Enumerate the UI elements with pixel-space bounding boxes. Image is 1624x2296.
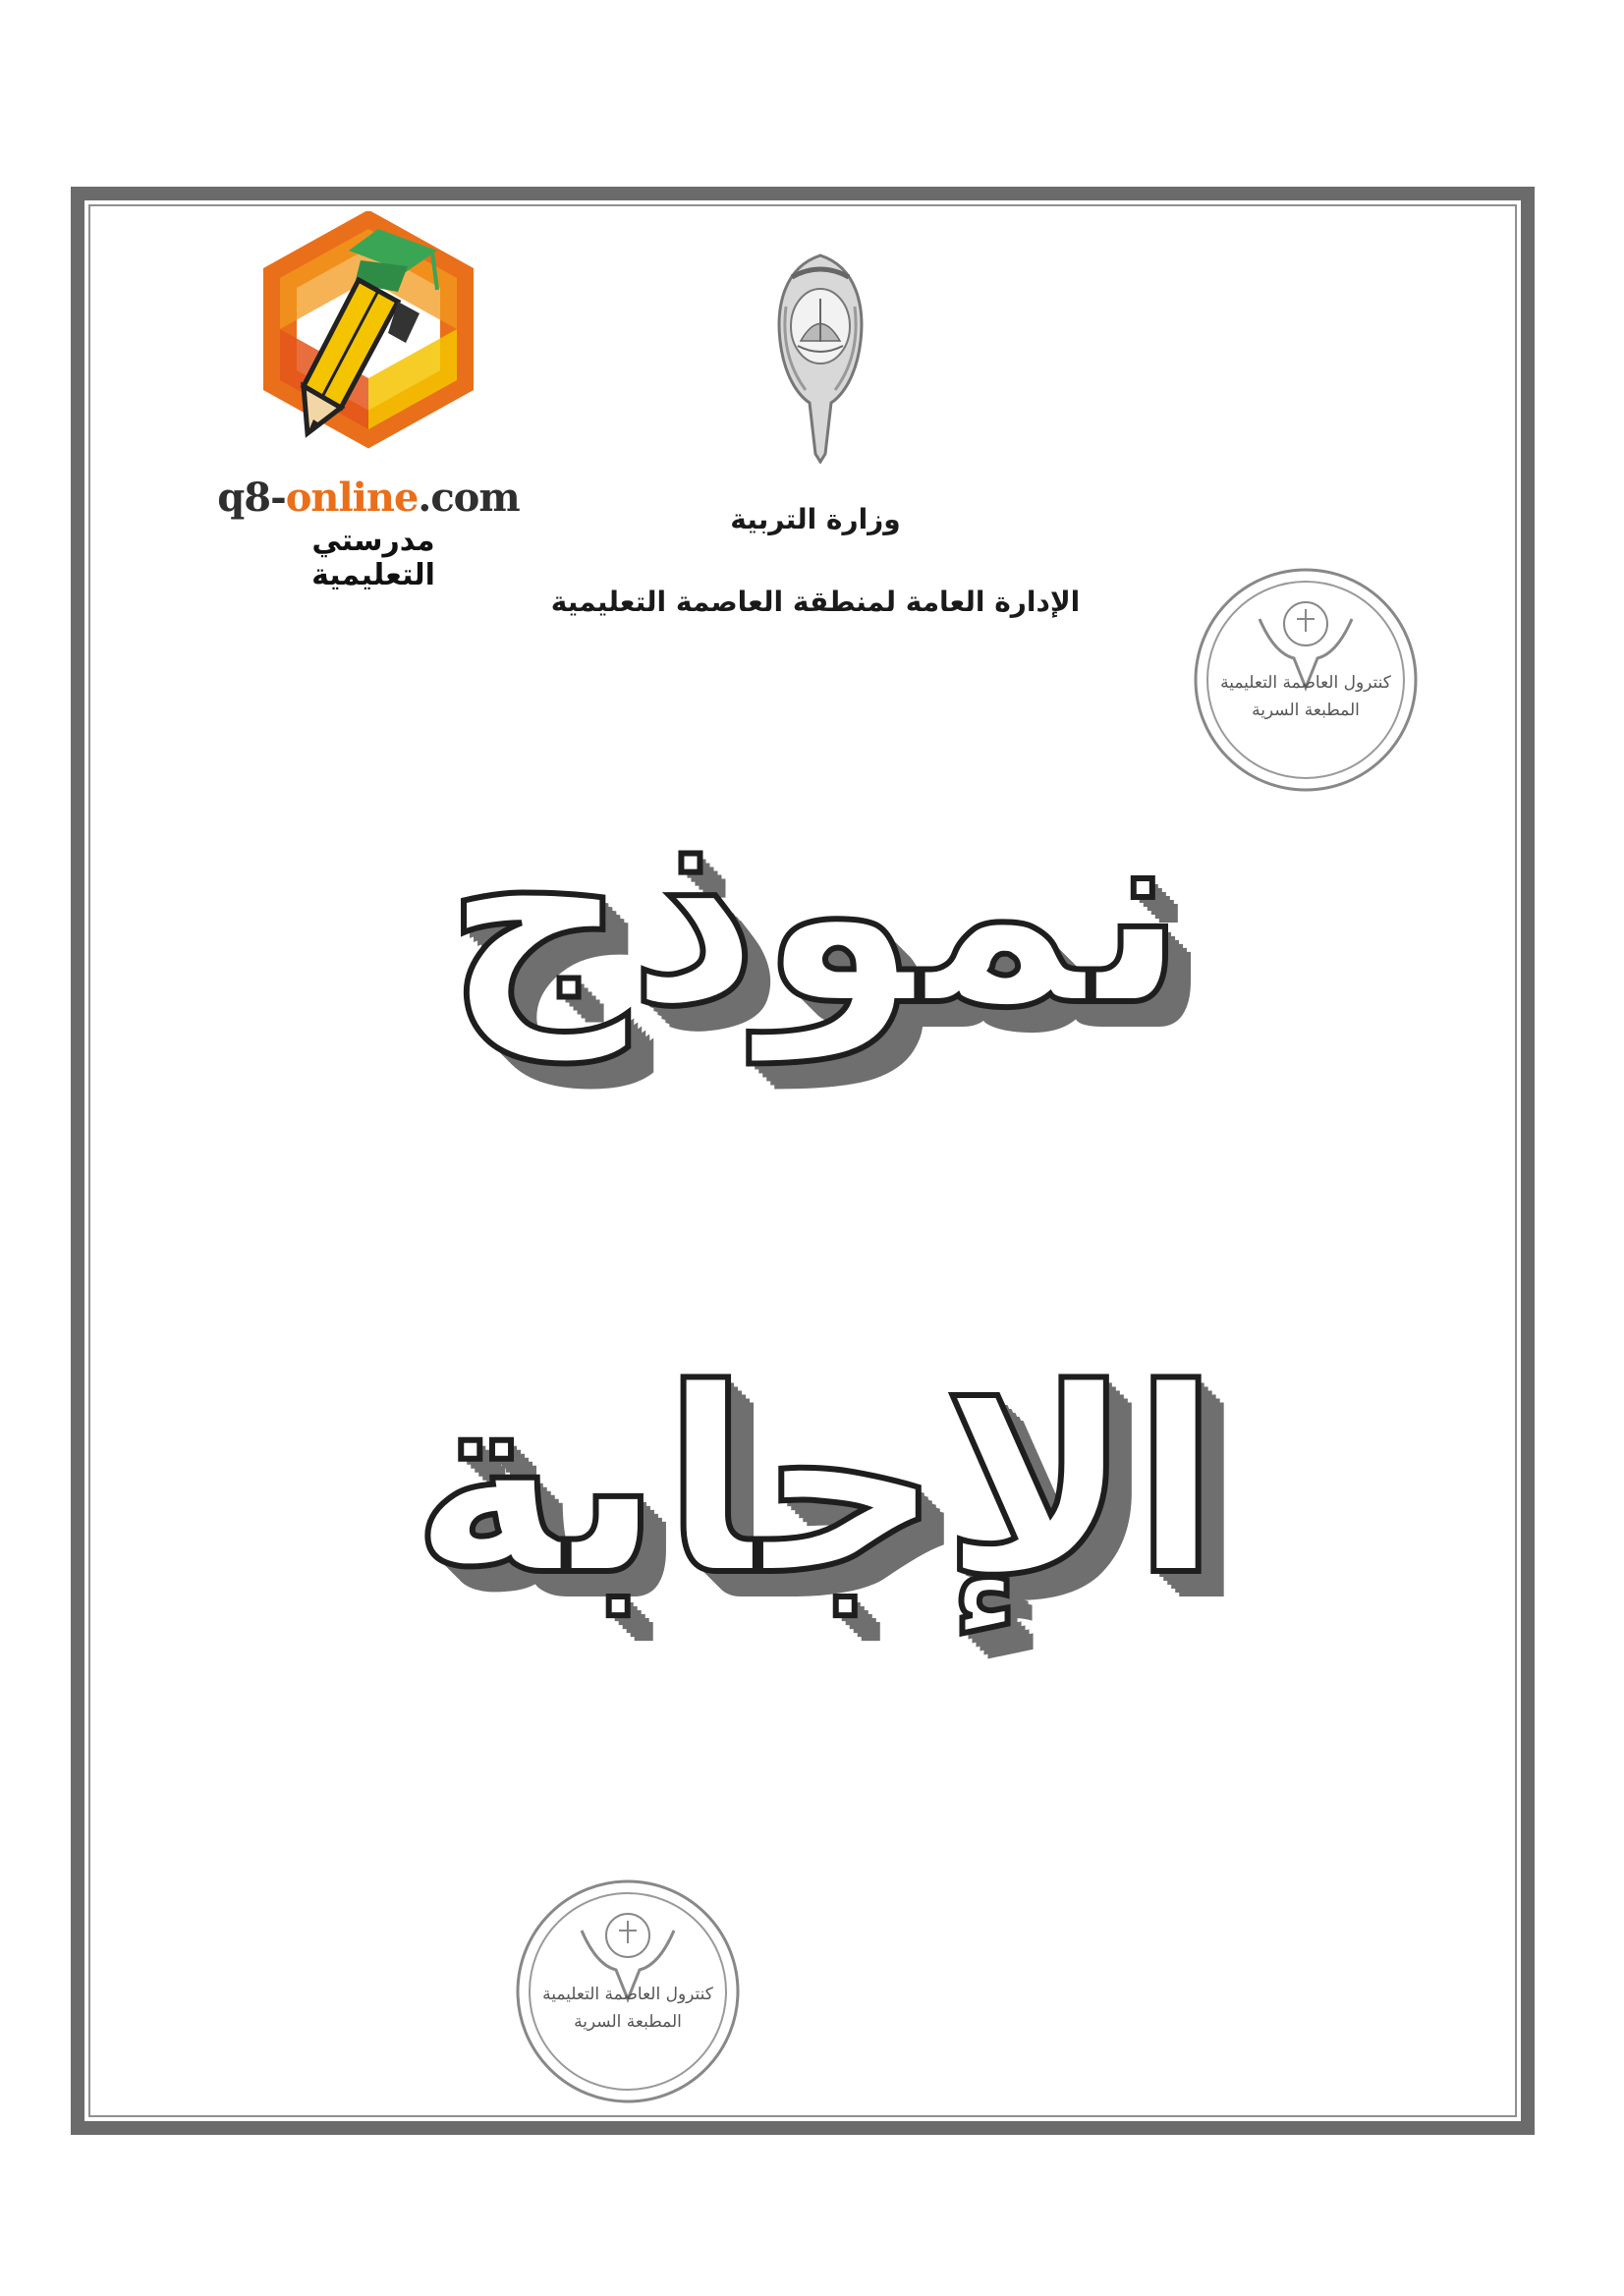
pencil-graduation-cap-icon: [251, 211, 486, 452]
stamp-bottom-line2: المطبعة السرية: [574, 2012, 682, 2032]
control-stamp-bottom: [513, 1876, 743, 2106]
title-line-2: الإجابة: [411, 1335, 1220, 1632]
kuwait-ministry-emblem-icon: [766, 248, 874, 464]
stamp-bottom-line1: كنترول العاصمة التعليمية: [542, 1985, 713, 2004]
site-domain[interactable]: q8-online.com: [217, 475, 520, 521]
stamp-top-line2: المطبعة السرية: [1252, 700, 1360, 720]
site-logo: [211, 211, 526, 592]
title-line-1: نموذج: [444, 765, 1187, 1062]
site-tagline: مدرستي التعليمية: [311, 524, 435, 592]
control-stamp-top: [1191, 565, 1421, 795]
directorate-name: الإدارة العامة لمنطقة العاصمة التعليمية: [550, 586, 1081, 618]
stamp-top-line1: كنترول العاصمة التعليمية: [1220, 673, 1391, 693]
ministry-name: وزارة التربية: [730, 503, 901, 535]
